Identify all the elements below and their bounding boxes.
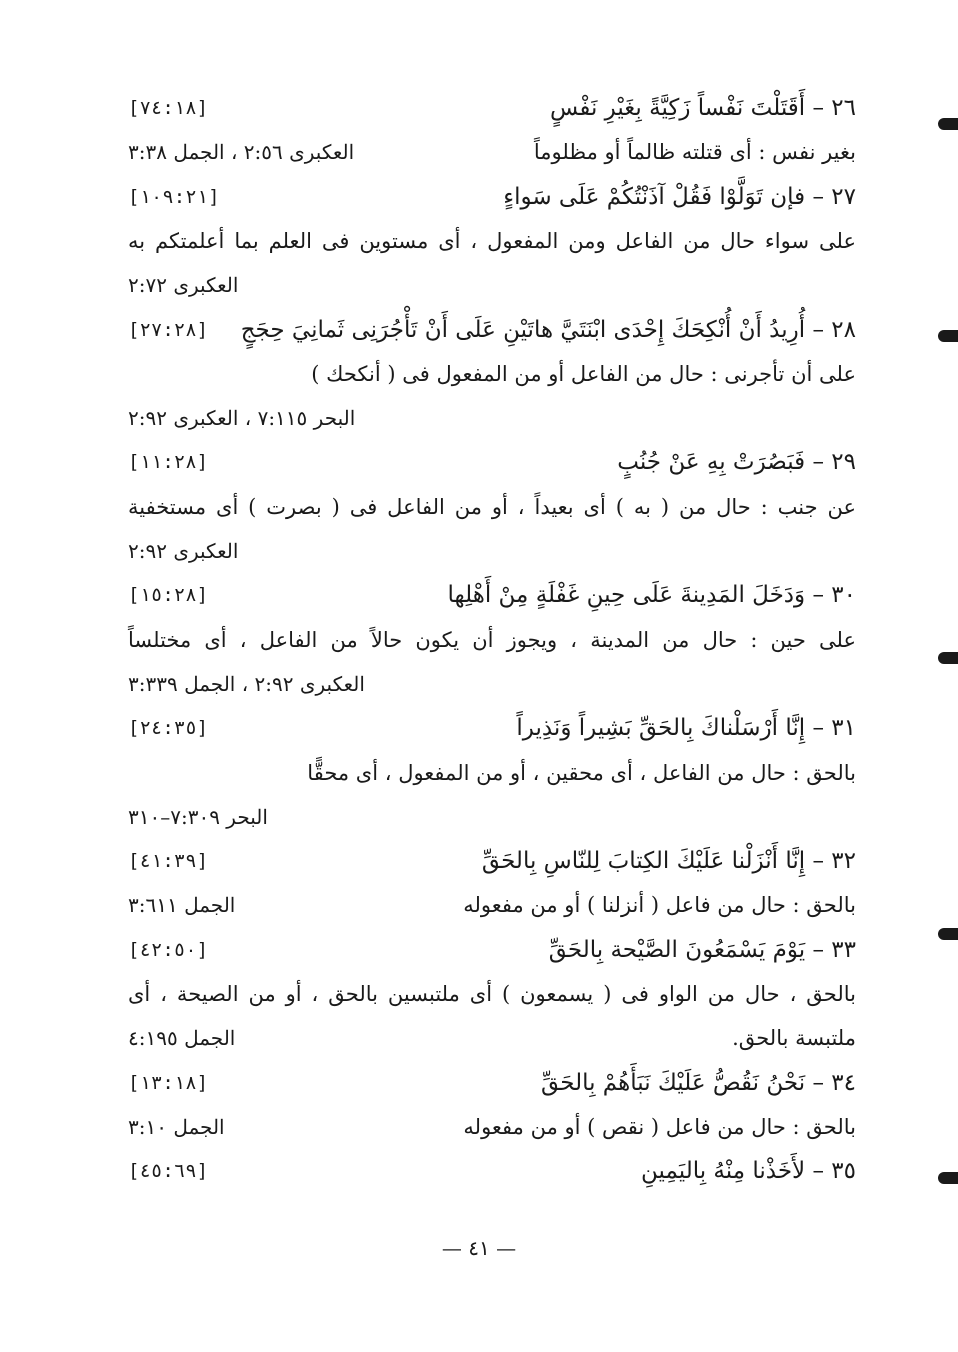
verse-text: ٣١ – إِنَّا أَرْسَلْناكَ بِالحَقِّ بَشِيراً وَنَذِيراً [516,715,856,742]
margin-mark [938,652,958,664]
note-line [128,132,856,172]
note-line [128,1107,856,1147]
source-citation: الجمل ٤:١٩٥ [128,1026,236,1051]
note-text: بالحق ، حال من الواو فى ( يسمعون ) أى ملتبسين بالحق ، أو من الصيحة ، أى [128,982,856,1006]
source-line [128,398,856,438]
page-number: — ٤١ — [441,1236,517,1260]
source-citation: البحر ٧:١١٥ ، العكبرى ٢:٩٢ [128,406,356,431]
verse-line [128,442,856,482]
note-text: بغير نفس : أى قتلته ظالماً أو مظلوماً [533,140,856,165]
source-citation: العكبرى ٢:٩٢ ، الجمل ٣:٣٣٩ [128,671,365,696]
note-text: على أن تأجرنى : حال من الفاعل أو من المفعول فى ( أنكحك ) [311,361,856,386]
verse-text: ٢٩ – فَبَصُرَتْ بِهِ عَنْ جُنُبٍ [617,449,856,476]
verse-line [128,1063,856,1103]
verse-text: ٣٣ – يَوْمَ يَسْمَعُونَ الصَّيْحة بِالحَقِّ [548,936,856,963]
verse-reference: [١٠٩:٢١] [128,185,220,208]
verse-reference: [١٥:٢٨] [128,584,209,607]
source-line [128,797,856,837]
source-line [128,531,856,571]
source-citation: العكبرى ٢:٩٢ [128,539,239,563]
verse-text: ٢٨ – أُرِيدُ أَنْ أُنْكِحَكَ إِحْدَى ابْنَتَيَّ هاتَيْنِ عَلَى أَنْ تَأْجُرَنِى ثَمانِيَ حِجَجٍ [240,316,856,343]
verse-reference: [٧٤:١٨] [128,97,209,119]
verse-text: ٣٥ – لأَخَذْنا مِنْهُ بِاليَمِينِ [641,1158,856,1185]
verse-line [128,177,856,217]
verse-text: ٣٤ – نَحْنُ نَقُصُّ عَلَيْكَ نَبَأَهُمْ بِالحَقِّ [541,1069,856,1096]
note-text: بالحق : حال من فاعل ( أنزلنا ) أو من مفعوله [463,893,856,918]
verse-reference: [٤٢:٥٠] [128,938,209,961]
note-line [128,221,856,261]
margin-mark [938,928,958,940]
verse-line [128,88,856,128]
note-text: بالحق : حال من الفاعل ، أى محقين ، أو من المفعول ، أى محقًّا [307,760,856,785]
verse-reference: [٤٥:٦٩] [128,1160,209,1183]
verse-reference: [٢٤:٣٥] [128,717,209,740]
note-line [128,753,856,793]
verse-line [128,575,856,615]
note-text: على حين : حال من المدينة ، ويجوز أن يكون حالاً من الفاعل ، أى مختلساً [128,627,856,652]
note-line [128,487,856,527]
source-line [128,664,856,704]
source-citation: الجمل ٣:٦١١ [128,893,236,918]
note-text: على سواء حال من الفاعل ومن المفعول ، أى مستوين فى العلم بما أعلمتكم به [128,228,856,253]
verse-line [128,841,856,881]
note-line [128,1018,856,1058]
verse-text: ٢٦ – أَقَتَلْتَ نَفْساً زَكِيَّةً بِغَيْرِ نَفْسٍ [550,95,856,121]
source-line [128,265,856,305]
verse-text: ٣٠ – وَدَخَلَ المَدِينةَ عَلَى حِينِ غَفْلَةٍ مِنْ أَهْلِها [447,582,856,609]
verse-reference: [٢٧:٢٨] [128,318,209,341]
source-citation: البحر ٧:٣٠٩–٣١٠ [128,804,268,829]
margin-mark [938,1172,958,1184]
note-line [128,620,856,660]
note-text: عن جنب : حال من ( به ) أى بعيداً ، أو من الفاعل فى ( بصرت ) أى مستخفية [128,494,856,519]
source-citation: الجمل ٣:١٠ [128,1114,225,1139]
note-line [128,974,856,1014]
verse-text: ٣٢ – إِنَّا أَنْزَلْنا عَلَيْكَ الكِتابَ لِلنّاسِ بِالحَقِّ [481,848,856,875]
verse-line [128,930,856,970]
margin-mark [938,118,958,130]
verse-reference: [١٣:١٨] [128,1071,209,1094]
verse-line [128,708,856,748]
verse-line [128,1151,856,1191]
source-citation: العكبرى ٢:٧٢ [128,273,239,298]
note-line [128,354,856,394]
verse-line [128,310,856,350]
verse-text: ٢٧ – فإن تَوَلَّوْا فَقُلْ آذَنْتُكُمْ عَلَى سَواءٍ [503,183,856,210]
verse-reference: [١١:٢٨] [128,451,209,474]
source-citation: العكبرى ٢:٥٦ ، الجمل ٣:٣٨ [128,140,355,165]
note-text: ملتبسة بالحق. [732,1026,856,1051]
note-text: بالحق : حال من فاعل ( نقص ) أو من مفعوله [463,1114,856,1139]
margin-mark [938,330,958,342]
verse-reference: [٤١:٣٩] [128,850,209,873]
note-line [128,885,856,925]
